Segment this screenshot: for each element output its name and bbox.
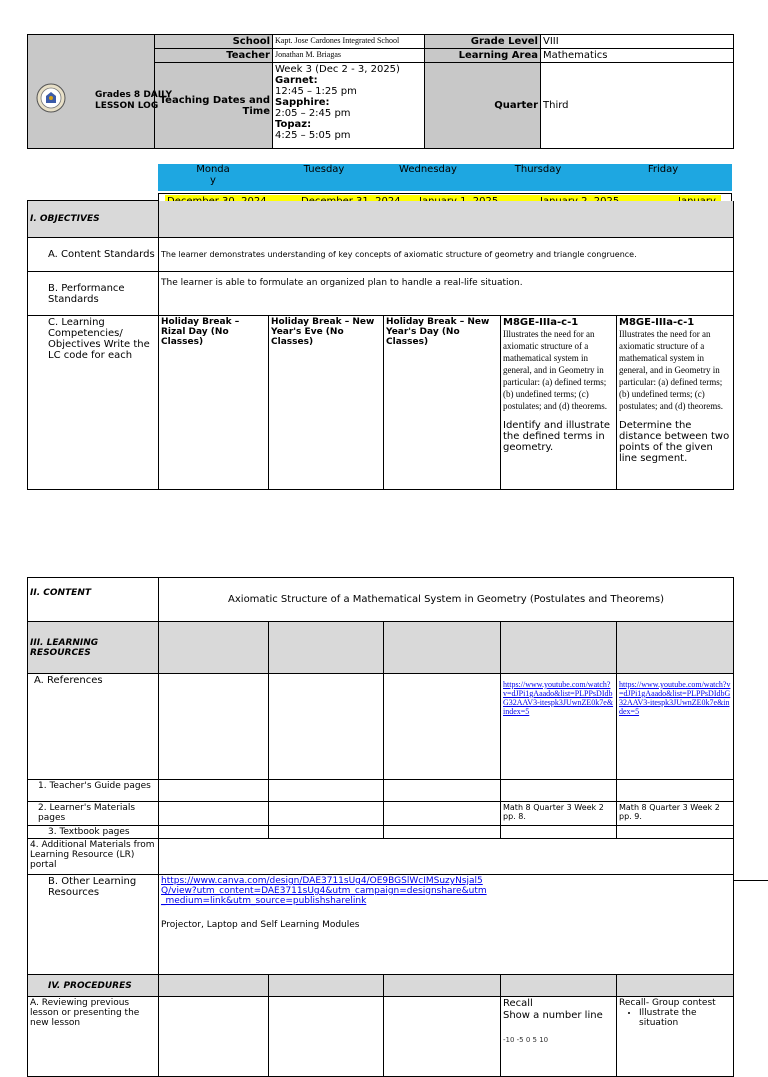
lc-code-friday: M8GE-IIIa-c-1 [619,317,695,328]
grade-level-value: VIII [541,35,734,49]
section-sapphire-time: 2:05 – 2:45 pm [275,108,351,119]
learners-materials-thursday: Math 8 Quarter 3 Week 2 pp. 8. [501,802,617,826]
learning-resources-heading: III. LEARNING RESOURCES [28,622,159,674]
friday-recall: Recall- Group contest [619,998,716,1008]
thursday-recall: Recall [503,998,533,1009]
objectives-heading: I. OBJECTIVES [28,201,159,238]
section-garnet-time: 12:45 – 1:25 pm [275,86,357,97]
week-text: Week 3 (Dec 2 - 3, 2025) [275,64,400,75]
youtube-link-thursday[interactable]: https://www.youtube.com/watch?v=dJPi1gAaado&list=PLPPsDIdbG32AAV3-itespk3JUwnZE0k7e&index=5 [501,674,617,780]
day-thursday: Thursday [514,164,562,175]
competency-friday [617,316,734,490]
teacher-label: Teacher [155,49,273,63]
day-wednesday: Wednesday [399,164,457,175]
section-garnet: Garnet: [275,75,318,86]
content-heading: II. CONTENT [28,578,159,622]
teachers-guide-label: 1. Teacher's Guide pages [28,780,159,802]
deped-seal-icon [36,83,66,113]
school-label: School [155,35,273,49]
overflow-rule [733,880,768,881]
content-standards-text: The learner demonstrates understanding of key concepts of axiomatic structure of geometry and triangle congruence. [159,238,734,272]
other-resources-cell [159,875,734,975]
log-title-line2: LESSON LOG [95,101,159,111]
teacher-value: Jonathan M. Briagas [273,49,425,63]
other-resources-text: Projector, Laptop and Self Learning Modules [161,920,360,930]
friday-bullet: • Illustrate the situation [639,1008,731,1028]
competencies-label: C. Learning Competencies/ Objectives Write the LC code for each [28,316,159,490]
learning-area-value: Mathematics [541,49,734,63]
logo-cell [28,35,172,149]
textbook-pages-label: 3. Textbook pages [28,826,159,839]
content-standards-label: A. Content Standards [28,238,159,272]
learning-area-label: Learning Area [425,49,541,63]
objective-friday: Determine the distance between two points of the given line segment. [619,420,730,464]
day-tuesday: Tuesday [303,164,345,175]
competency-wednesday: Holiday Break – New Year's Day (No Classes) [384,316,501,490]
learners-materials-friday: Math 8 Quarter 3 Week 2 pp. 9. [617,802,734,826]
performance-standards-label: B. Performance Standards [28,272,159,316]
procedure-a-friday [617,997,734,1077]
day-friday: Friday [647,164,679,175]
header-table [27,34,734,149]
lc-text-friday: Illustrates the need for an axiomatic structure of a mathematical system in general, and in Geometry in particular: (a) defined terms; (b) undefined terms; (c) postulates; and (d) theorems. [619,329,723,411]
thursday-show-numberline: Show a number line [503,1010,603,1021]
competency-thursday [501,316,617,490]
numberline-labels: -10 -5 0 5 10 [503,1036,549,1044]
content-text: Axiomatic Structure of a Mathematical System in Geometry (Postulates and Theorems) [159,578,734,622]
section-topaz-time: 4:25 – 5:05 pm [275,130,351,141]
competency-tuesday: Holiday Break – New Year's Eve (No Classes) [269,316,384,490]
lc-code-thursday: M8GE-IIIa-c-1 [503,317,579,328]
quarter-label: Quarter [425,63,541,149]
learners-materials-label: 2. Learner's Materials pages [28,802,159,826]
competency-monday: Holiday Break – Rizal Day (No Classes) [159,316,269,490]
procedure-a-thursday [501,997,617,1077]
school-value: Kapt. Jose Cardones Integrated School [273,35,425,49]
teaching-dates-value [273,63,425,149]
grade-level-label: Grade Level [425,35,541,49]
procedures-heading: IV. PROCEDURES [28,975,159,997]
youtube-link-friday[interactable]: https://www.youtube.com/watch?v=dJPi1gAaado&list=PLPPsDIdbG32AAV3-itespk3JUwnZE0k7e&index=5 [617,674,734,780]
additional-materials-label: 4. Additional Materials from Learning Resource (LR) portal [28,839,159,875]
quarter-value: Third [541,63,734,149]
teaching-dates-label: Teaching Dates and Time [155,63,273,149]
canva-link[interactable]: https://www.canva.com/design/DAE3711sUg4/OE9BGSlWcIMSuzyNsjal5Q/view?utm_content=DAE3711sUg4&utm_campaign=designshare&utm_medium=link&utm_source=publishsharelink [161,876,487,906]
resources-table [27,577,734,1077]
section-sapphire: Sapphire: [275,97,330,108]
section-topaz: Topaz: [275,119,312,130]
performance-standards-text: The learner is able to formulate an organized plan to handle a real-life situation. [159,272,734,316]
other-resources-label: B. Other Learning Resources [28,875,159,975]
references-label: A. References [28,674,159,780]
log-title-line1: Grades 8 DAILY [95,90,172,100]
day-monday: Monda y [196,164,230,186]
objectives-table [27,200,734,490]
lc-text-thursday: Illustrates the need for an axiomatic structure of a mathematical system in general, and in Geometry in particular: (a) defined terms; (b) undefined terms; (c) postulates; and (d) theorems. [503,329,607,411]
objective-thursday: Identify and illustrate the defined terms in geometry. [503,420,611,453]
procedure-a-label: A. Reviewing previous lesson or presenting the new lesson [28,997,159,1077]
day-header-bar [158,164,732,191]
